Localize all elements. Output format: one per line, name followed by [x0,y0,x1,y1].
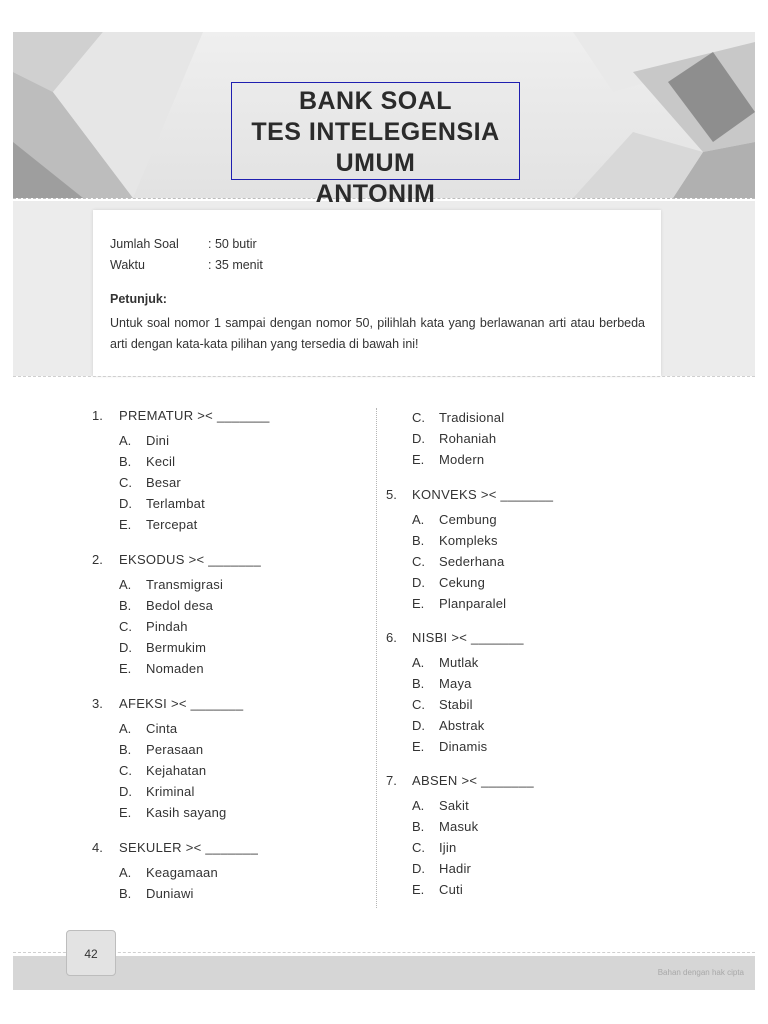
option-letter: C. [119,475,132,490]
option-letter: E. [119,805,132,820]
option-text: Hadir [439,861,472,876]
question-number: 7. [386,773,397,788]
option-text: Kasih sayang [146,805,227,820]
option-letter: D. [412,718,425,733]
option-letter: C. [412,840,425,855]
question-stem: KONVEKS >< _______ [412,487,554,502]
option-text: Rohaniah [439,431,497,446]
option-text: Cuti [439,882,463,897]
option-text: Planparalel [439,596,507,611]
option-text: Kejahatan [146,763,207,778]
question-number: 2. [92,552,103,567]
question-stem: EKSODUS >< _______ [119,552,261,567]
petunjuk-text: Untuk soal nomor 1 sampai dengan nomor 50, pilihlah kata yang berlawanan arti atau berbeda arti dengan kata-kata pilihan yang tersedia di bawah ini! [110,316,645,351]
option-letter: A. [412,512,425,527]
option-letter: C. [412,554,425,569]
option-letter: B. [412,819,425,834]
option-text: Dini [146,433,170,448]
question-number: 6. [386,630,397,645]
waktu-label: Waktu [110,258,145,272]
option-text: Terlambat [146,496,205,511]
option-letter: E. [119,517,132,532]
info-divider [13,376,755,377]
footer-note: Bahan dengan hak cipta [657,968,744,977]
question-stem: PREMATUR >< _______ [119,408,270,423]
column-divider [376,408,377,908]
jumlah-soal-value: : 50 butir [208,237,257,251]
option-text: Sakit [439,798,469,813]
option-text: Modern [439,452,485,467]
option-letter: D. [412,861,425,876]
option-text: Kecil [146,454,176,469]
option-letter: A. [119,433,132,448]
option-text: Perasaan [146,742,204,757]
option-text: Sederhana [439,554,505,569]
option-text: Cekung [439,575,486,590]
option-text: Maya [439,676,472,691]
option-letter: B. [412,676,425,691]
option-letter: D. [412,575,425,590]
jumlah-soal-label: Jumlah Soal [110,237,179,251]
option-text: Bermukim [146,640,207,655]
option-letter: A. [412,655,425,670]
option-letter: E. [412,452,425,467]
option-letter: D. [412,431,425,446]
footer-divider [13,952,755,953]
option-letter: C. [412,410,425,425]
option-letter: B. [119,454,132,469]
option-letter: E. [412,739,425,754]
question-stem: ABSEN >< _______ [412,773,534,788]
option-text: Tercepat [146,517,198,532]
question-number: 3. [92,696,103,711]
title-line-2: TES INTELEGENSIA UMUM [251,118,500,177]
page-number: 42 [66,930,116,976]
option-letter: A. [119,721,132,736]
option-text: Pindah [146,619,188,634]
option-text: Transmigrasi [146,577,224,592]
title-line-1: BANK SOAL [298,87,453,115]
option-text: Tradisional [439,410,505,425]
option-letter: E. [412,882,425,897]
option-text: Nomaden [146,661,204,676]
option-text: Dinamis [439,739,488,754]
option-text: Masuk [439,819,479,834]
option-text: Kriminal [146,784,195,799]
waktu-value: : 35 menit [208,258,263,272]
question-number: 1. [92,408,103,423]
option-text: Keagamaan [146,865,218,880]
footer-band [13,956,755,990]
question-stem: NISBI >< _______ [412,630,524,645]
option-text: Cembung [439,512,497,527]
option-letter: B. [412,533,425,548]
jumlah-soal-row [110,237,257,251]
option-letter: B. [119,886,132,901]
option-letter: C. [412,697,425,712]
question-number: 4. [92,840,103,855]
option-text: Ijin [439,840,457,855]
option-text: Mutlak [439,655,479,670]
option-text: Cinta [146,721,178,736]
option-text: Besar [146,475,181,490]
option-text: Stabil [439,697,473,712]
question-stem: AFEKSI >< _______ [119,696,244,711]
option-letter: D. [119,496,132,511]
option-letter: D. [119,784,132,799]
option-letter: A. [119,577,132,592]
petunjuk-title: Petunjuk: [110,292,167,306]
option-letter: C. [119,619,132,634]
title-box [231,82,520,208]
option-letter: B. [119,742,132,757]
option-letter: A. [119,865,132,880]
option-letter: E. [412,596,425,611]
option-text: Bedol desa [146,598,214,613]
waktu-row [110,258,263,272]
option-letter: C. [119,763,132,778]
title-line-3: ANTONIM [315,180,436,208]
option-letter: D. [119,640,132,655]
option-text: Abstrak [439,718,485,733]
option-text: Duniawi [146,886,194,901]
question-number: 5. [386,487,397,502]
option-letter: B. [119,598,132,613]
option-text: Kompleks [439,533,498,548]
question-stem: SEKULER >< _______ [119,840,259,855]
option-letter: E. [119,661,132,676]
option-letter: A. [412,798,425,813]
